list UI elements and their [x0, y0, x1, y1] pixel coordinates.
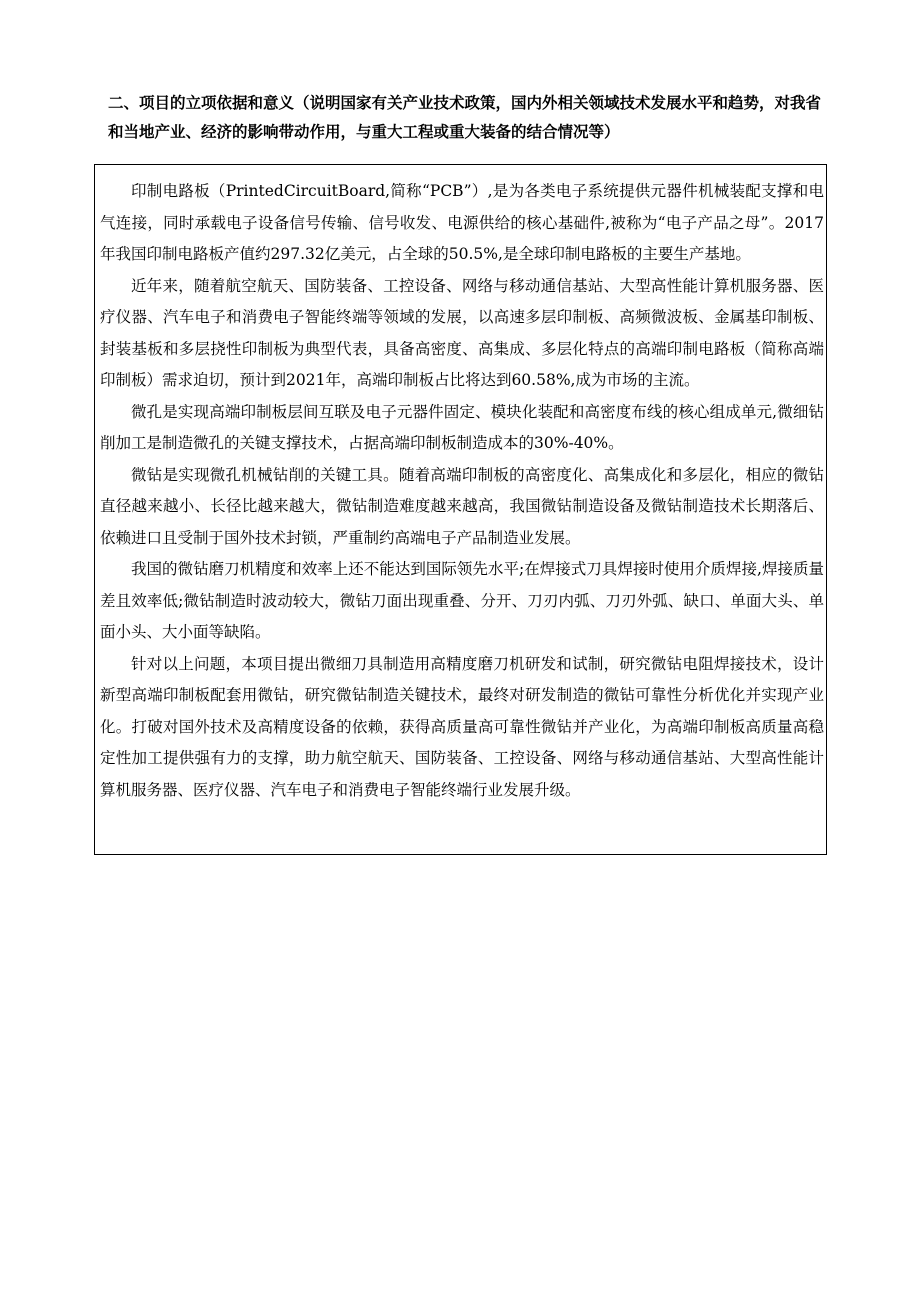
paragraph-micro-hole: 微孔是实现高端印制板层间互联及电子元器件固定、模块化装配和高密度布线的核心组成单元,微细钻削加工是制造微孔的关键支撑技术，占据高端印制板制造成本的30%-40%。: [100, 402, 824, 452]
content-box: [94, 164, 827, 855]
section-heading: 二、项目的立项依据和意义（说明国家有关产业技术政策，国内外相关领域技术发展水平和趋势，对我省和当地产业、经济的影响带动作用，与重大工程或重大装备的结合情况等）: [108, 94, 822, 141]
paragraph-pcb-intro: 印制电路板（PrintedCircuitBoard,简称“PCB”）,是为各类电子系统提供元器件机械装配支撑和电气连接，同时承载电子设备信号传输、信号收发、电源供给的核心基础件,被称为“电子产品之母”。2017年我国印制电路板产值约297.32亿美元，占全球的50.5%,是全球印制电路板的主要生产基地。: [100, 182, 824, 263]
paragraph-current-problems: 我国的微钻磨刀机精度和效率上还不能达到国际领先水平;在焊接式刀具焊接时使用介质焊接,焊接质量差且效率低;微钻制造时波动较大，微钻刀面出现重叠、分开、刀刃内弧、刀刃外弧、缺口、单面大头、单面小头、大小面等缺陷。: [100, 560, 824, 641]
paragraph-market-demand: 近年来，随着航空航天、国防装备、工控设备、网络与移动通信基站、大型高性能计算机服务器、医疗仪器、汽车电子和消费电子智能终端等领域的发展，以高速多层印制板、高频微波板、金属基印制板、封装基板和多层挠性印制板为典型代表，具备高密度、高集成、多层化特点的高端印制电路板（简称高端印制板）需求迫切，预计到2021年，高端印制板占比将达到60.58%,成为市场的主流。: [100, 276, 824, 389]
paragraph-micro-drill: 微钻是实现微孔机械钻削的关键工具。随着高端印制板的高密度化、高集成化和多层化，相应的微钻直径越来越小、长径比越来越大，微钻制造难度越来越高，我国微钻制造设备及微钻制造技术长期落后、依赖进口且受制于国外技术封锁，严重制约高端电子产品制造业发展。: [100, 465, 824, 547]
paragraph-project-plan: 针对以上问题，本项目提出微细刀具制造用高精度磨刀机研发和试制，研究微钻电阻焊接技术，设计新型高端印制板配套用微钻，研究微钻制造关键技术，最终对研发制造的微钻可靠性分析优化并实现产业化。打破对国外技术及高精度设备的依赖，获得高质量高可靠性微钻并产业化，为高端印制板高质量高稳定性加工提供强有力的支撑，助力航空航天、国防装备、工控设备、网络与移动通信基站、大型高性能计算机服务器、医疗仪器、汽车电子和消费电子智能终端行业发展升级。: [100, 654, 824, 799]
